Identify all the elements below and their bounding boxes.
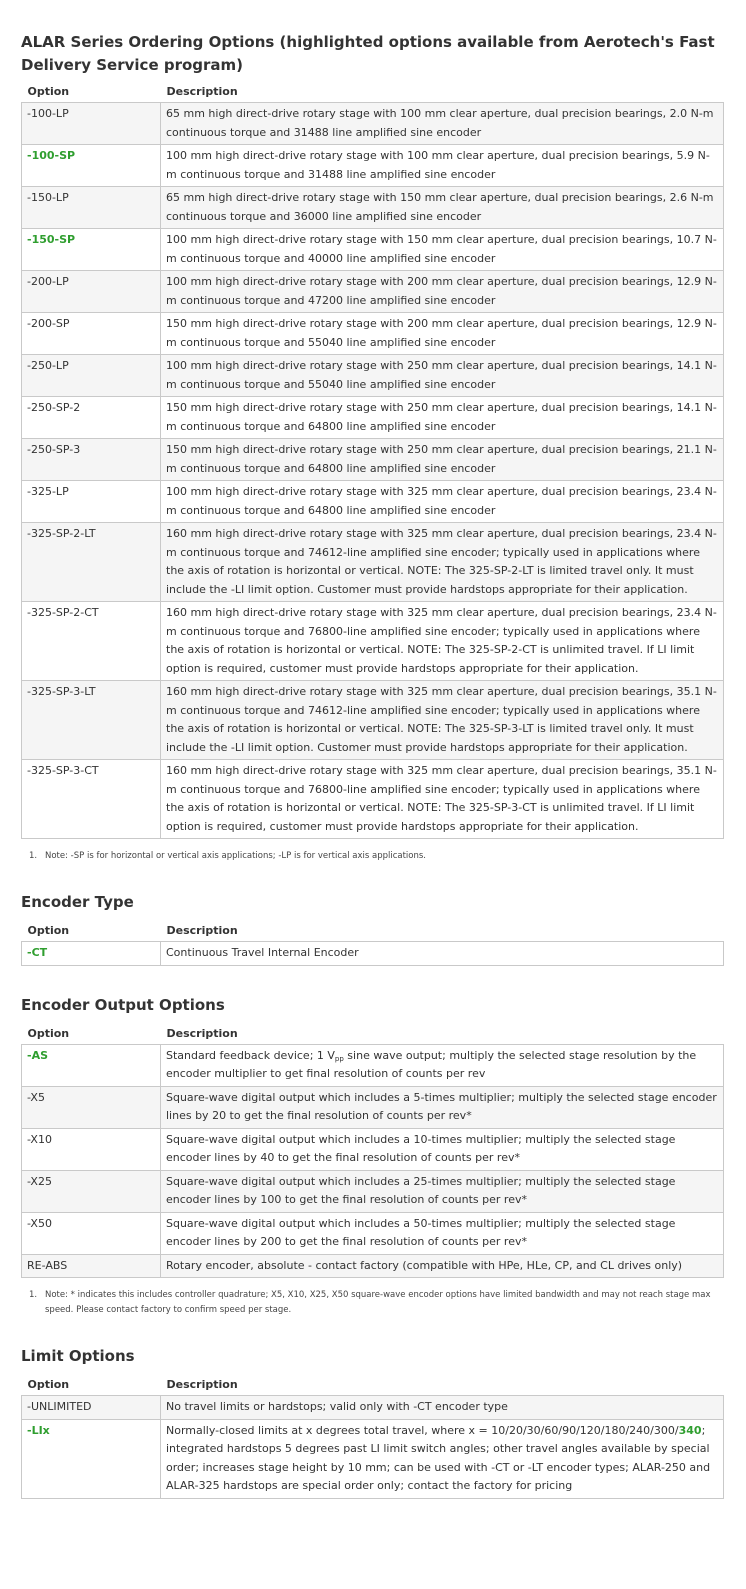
table-row [22,271,724,313]
option-description: 100 mm high direct-drive rotary stage with 200 mm clear aperture, dual precision bearings, 12.9 N-m continuous torque and 47200 line amplified sine encoder [161,271,724,313]
note-number: 1. [29,851,38,861]
option-code: -X10 [22,1128,161,1170]
table-row [22,355,724,397]
desc-highlight: 340 [678,1423,702,1437]
desc-part: Standard feedback device; 1 V [166,1048,335,1062]
option-code-highlighted: -AS [22,1044,161,1086]
option-code-highlighted: -LIx [22,1419,161,1498]
option-code: -325-SP-2-CT [22,602,161,681]
option-description: Square-wave digital output which includes a 25-times multiplier; multiply the selected stage encoder lines by 100 to get the final resolution of counts per rev* [161,1170,724,1212]
option-description [161,1419,724,1498]
table-row [22,1044,724,1086]
table-row [22,1170,724,1212]
option-description: Square-wave digital output which includes a 50-times multiplier; multiply the selected stage encoder lines by 200 to get the final resolution of counts per rev* [161,1212,724,1254]
table-row [22,760,724,839]
encoder-output-notes [21,1288,724,1318]
limit-options-table [21,1376,724,1499]
option-code: -200-LP [22,271,161,313]
option-description: No travel limits or hardstops; valid only with -CT encoder type [161,1396,724,1420]
option-code: RE-ABS [22,1254,161,1278]
option-description: 160 mm high direct-drive rotary stage with 325 mm clear aperture, dual precision bearings, 35.1 N-m continuous torque and 74612-line amplified sine encoder; typically used in applications where the axis of rotation is horizontal or vertical. NOTE: The 325-SP-3-LT is limited travel only. It must include the -LI limit option. Customer must provide hardstops appropriate for their application. [161,681,724,760]
table-row [22,681,724,760]
table-row [22,1212,724,1254]
encoder-output-title: Encoder Output Options [21,995,225,1014]
ordering-table [21,83,724,839]
col-option-header: Option [27,1026,70,1040]
note-text: Note: -SP is for horizontal or vertical axis applications; -LP is for vertical axis applications. [45,851,427,861]
table-row [22,397,724,439]
option-description: 100 mm high direct-drive rotary stage with 150 mm clear aperture, dual precision bearings, 10.7 N-m continuous torque and 40000 line amplified sine encoder [161,229,724,271]
option-description: 150 mm high direct-drive rotary stage with 250 mm clear aperture, dual precision bearings, 14.1 N-m continuous torque and 64800 line amplified sine encoder [161,397,724,439]
option-code-highlighted: -CT [22,942,161,966]
option-description: Square-wave digital output which includes a 5-times multiplier; multiply the selected stage encoder lines by 20 to get the final resolution of counts per rev* [161,1086,724,1128]
option-description: 150 mm high direct-drive rotary stage with 200 mm clear aperture, dual precision bearings, 12.9 N-m continuous torque and 55040 line amplified sine encoder [161,313,724,355]
table-row [22,1128,724,1170]
table-row [22,1419,724,1498]
table-row [22,103,724,145]
table-row [22,439,724,481]
note-text: Note: * indicates this includes controller quadrature; X5, X10, X25, X50 square-wave encoder options have limited bandwidth and may not reach stage max speed. Please contact factory to confirm speed per stage. [45,1290,711,1315]
option-code: -250-SP-3 [22,439,161,481]
option-description: 160 mm high direct-drive rotary stage with 325 mm clear aperture, dual precision bearings, 35.1 N-m continuous torque and 76800-line amplified sine encoder; typically used in applications where the axis of rotation is horizontal or vertical. NOTE: The 325-SP-3-CT is unlimited travel. If LI limit option is required, customer must provide hardstops appropriate for their application. [161,760,724,839]
table-header [22,83,724,103]
table-header [22,1376,724,1396]
option-code: -100-LP [22,103,161,145]
option-code: -UNLIMITED [22,1396,161,1420]
col-description-header: Description [166,924,238,937]
desc-subscript: pp [334,1054,344,1063]
desc-part: sine wave output; multiply the selected stage resolution by the encoder multiplier to get final resolution of counts per rev [166,1048,697,1080]
table-header [22,922,724,942]
option-description: 100 mm high direct-drive rotary stage with 100 mm clear aperture, dual precision bearings, 5.9 N-m continuous torque and 31488 line amplified sine encoder [161,145,724,187]
option-description: 160 mm high direct-drive rotary stage with 325 mm clear aperture, dual precision bearings, 23.4 N-m continuous torque and 74612-line amplified sine encoder; typically used in applications where the axis of rotation is horizontal or vertical. NOTE: The 325-SP-2-LT is limited travel only. It must include the -LI limit option. Customer must provide hardstops appropriate for their application. [161,523,724,602]
encoder-type-table [21,922,724,966]
ordering-title: ALAR Series Ordering Options (highlighted options available from Aerotech's Fast Delivery Service program) [21,33,715,74]
option-code: -250-SP-2 [22,397,161,439]
col-description-header: Description [166,85,238,98]
option-code-highlighted: -100-SP [22,145,161,187]
table-header [22,1025,724,1045]
option-code: -325-SP-2-LT [22,523,161,602]
note-item [21,849,724,864]
ordering-notes [21,849,724,864]
table-row [22,313,724,355]
encoder-type-title: Encoder Type [21,893,134,911]
option-description: 65 mm high direct-drive rotary stage with 150 mm clear aperture, dual precision bearings, 2.6 N-m continuous torque and 36000 line amplified sine encoder [161,187,724,229]
table-row [22,229,724,271]
col-description-header: Description [166,1378,238,1391]
option-code: -X5 [22,1086,161,1128]
option-code: -325-SP-3-CT [22,760,161,839]
option-description: 65 mm high direct-drive rotary stage with 100 mm clear aperture, dual precision bearings, 2.0 N-m continuous torque and 31488 line amplified sine encoder [161,103,724,145]
option-code: -325-LP [22,481,161,523]
col-option-header: Option [27,1378,70,1391]
option-description [161,1044,724,1086]
table-row [22,1396,724,1420]
option-description: Continuous Travel Internal Encoder [161,942,724,966]
option-description: Square-wave digital output which includes a 10-times multiplier; multiply the selected stage encoder lines by 40 to get the final resolution of counts per rev* [161,1128,724,1170]
table-row [22,1254,724,1278]
option-code-highlighted: -150-SP [22,229,161,271]
col-description-header: Description [166,1026,238,1040]
option-description: 150 mm high direct-drive rotary stage with 250 mm clear aperture, dual precision bearings, 21.1 N-m continuous torque and 64800 line amplified sine encoder [161,439,724,481]
table-row [22,942,724,966]
table-row [22,1086,724,1128]
col-option-header: Option [27,85,70,98]
option-code: -X50 [22,1212,161,1254]
limit-options-title: Limit Options [21,1347,135,1365]
option-code: -150-LP [22,187,161,229]
option-code: -325-SP-3-LT [22,681,161,760]
table-row [22,602,724,681]
note-item [21,1288,724,1318]
option-description: 100 mm high direct-drive rotary stage with 250 mm clear aperture, dual precision bearings, 14.1 N-m continuous torque and 55040 line amplified sine encoder [161,355,724,397]
table-row [22,523,724,602]
table-row [22,481,724,523]
note-number: 1. [29,1290,38,1300]
table-row [22,187,724,229]
option-description: Rotary encoder, absolute - contact factory (compatible with HPe, HLe, CP, and CL drives only) [161,1254,724,1278]
option-code: -250-LP [22,355,161,397]
col-option-header: Option [27,924,70,937]
desc-part: Normally-closed limits at x degrees total travel, where x = 10/20/30/60/90/120/180/240/300/ [166,1423,679,1437]
encoder-output-table [21,1025,724,1279]
option-description: 160 mm high direct-drive rotary stage with 325 mm clear aperture, dual precision bearings, 23.4 N-m continuous torque and 76800-line amplified sine encoder; typically used in applications where the axis of rotation is horizontal or vertical. NOTE: The 325-SP-2-CT is unlimited travel. If LI limit option is required, customer must provide hardstops appropriate for their application. [161,602,724,681]
option-code: -X25 [22,1170,161,1212]
table-row [22,145,724,187]
desc-part: ; integrated hardstops 5 degrees past LI limit switch angles; other travel angles available by special order; increases stage height by 10 mm; can be used with -CT or -LT encoder types; ALAR-250 and ALAR-325 hardstops are special order only; contact the factory for pricing [166,1423,711,1492]
option-description: 100 mm high direct-drive rotary stage with 325 mm clear aperture, dual precision bearings, 23.4 N-m continuous torque and 64800 line amplified sine encoder [161,481,724,523]
option-code: -200-SP [22,313,161,355]
